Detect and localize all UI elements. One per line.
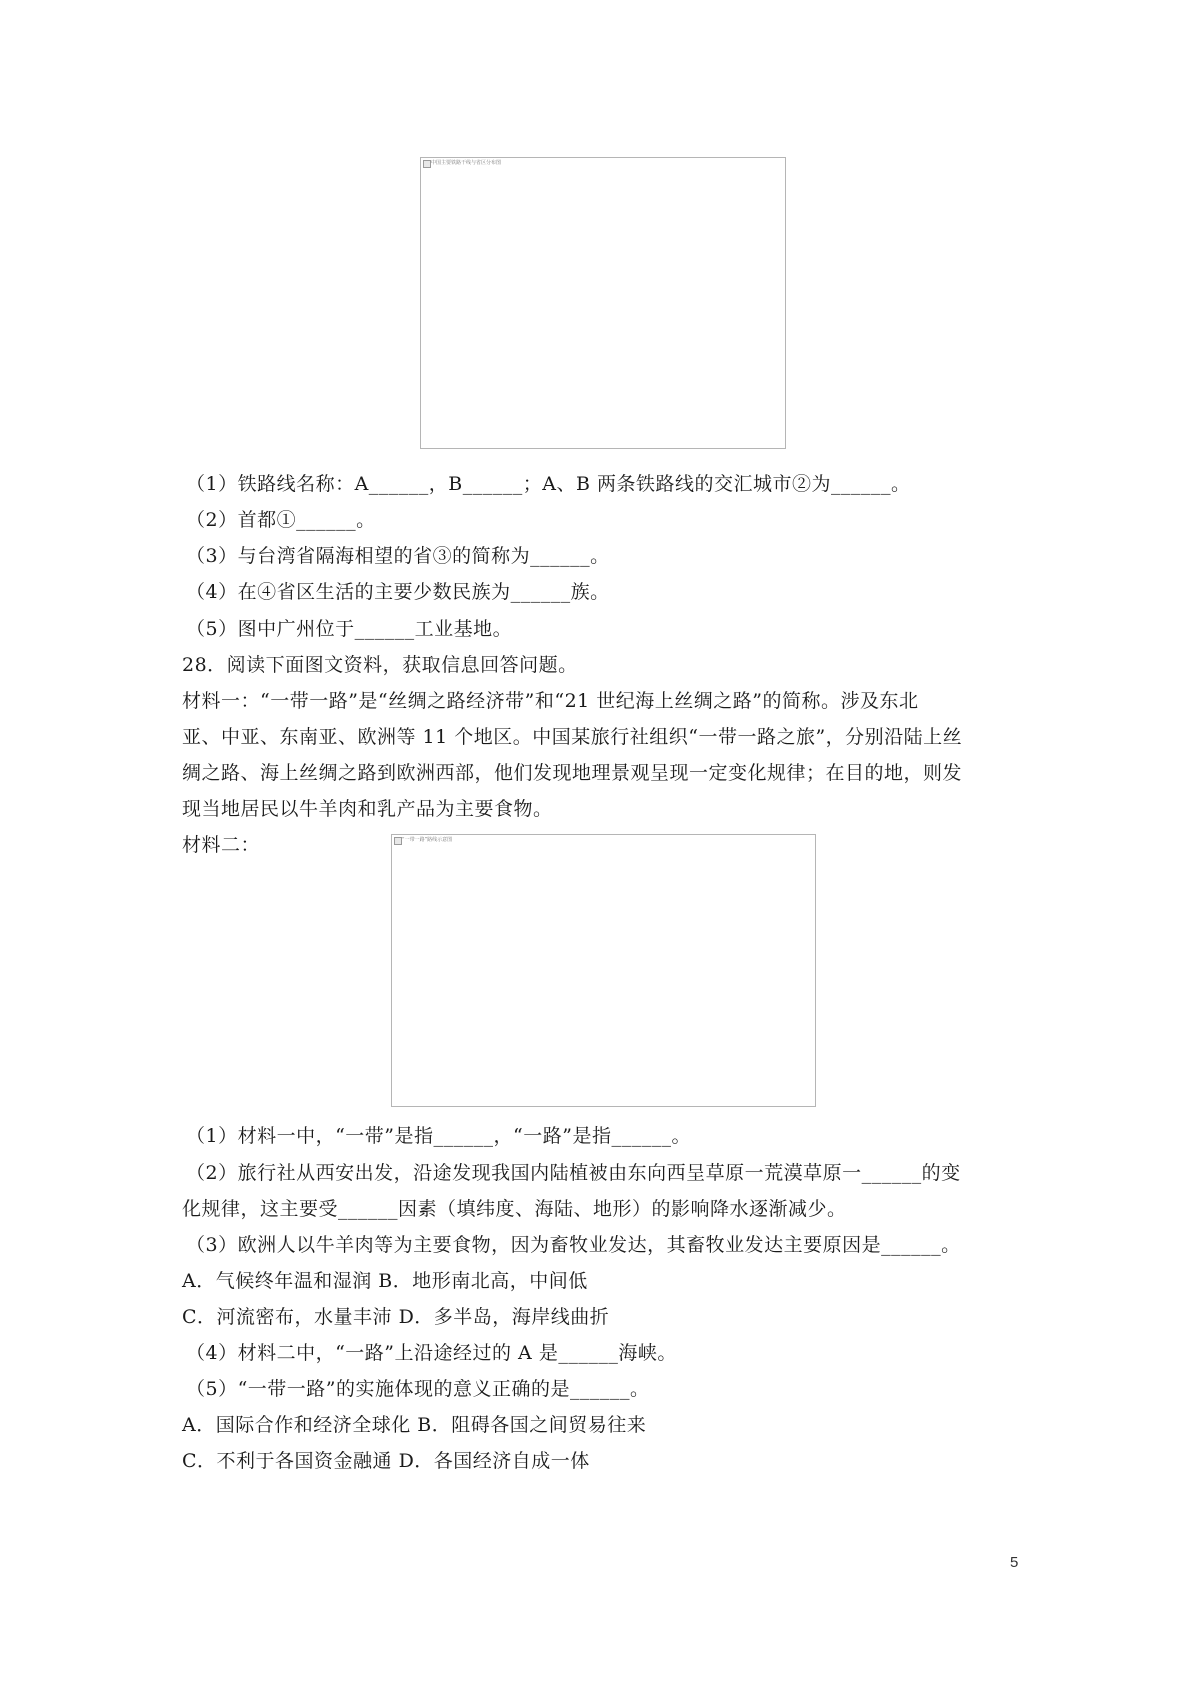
question-28-4: （4）材料二中，“一路”上沿途经过的 A 是______海峡。 — [186, 1342, 677, 1364]
question-28-5-options-ab: A．国际合作和经济全球化 B．阻碍各国之间贸易往来 — [182, 1414, 647, 1436]
image-alt-text: 中国主要铁路干线与省区分布图 — [431, 160, 502, 166]
question-27-3: （3）与台湾省隔海相望的省③的简称为______。 — [186, 545, 610, 567]
page-number: 5 — [1010, 1554, 1019, 1571]
material-1-line-3: 绸之路、海上丝绸之路到欧洲西部，他们发现地理景观呈现一定变化规律；在目的地，则发 — [182, 762, 963, 784]
material-2-label: 材料二： — [182, 834, 261, 856]
question-28-2-line-2: 化规律，这主要受______因素（填纬度、海陆、地形）的影响降水逐渐减少。 — [182, 1198, 847, 1220]
question-28-heading: 28．阅读下面图文资料，获取信息回答问题。 — [182, 654, 578, 676]
question-27-2: （2）首都①______。 — [186, 509, 376, 531]
material-1-line-1: 材料一：“一带一路”是“丝绸之路经济带”和“21 世纪海上丝绸之路”的简称。涉及东北 — [182, 690, 919, 712]
broken-image-icon — [423, 160, 431, 168]
question-28-5: （5）“一带一路”的实施体现的意义正确的是______。 — [186, 1378, 650, 1400]
material-1-line-2: 亚、中亚、东南亚、欧洲等 11 个地区。中国某旅行社组织“一带一路之旅”，分别沿陆上丝 — [182, 726, 963, 748]
question-28-5-options-cd: C．不利于各国资金融通 D．各国经济自成一体 — [182, 1450, 590, 1472]
image-alt-text: “一带一路”路线示意图 — [402, 837, 453, 843]
material-1-line-4: 现当地居民以牛羊肉和乳产品为主要食物。 — [182, 798, 553, 820]
question-28-1: （1）材料一中，“一带”是指______，“一路”是指______。 — [186, 1125, 691, 1147]
question-28-3: （3）欧洲人以牛羊肉等为主要食物，因为畜牧业发达，其畜牧业发达主要原因是______。 — [186, 1234, 961, 1256]
question-28-3-options-cd: C．河流密布，水量丰沛 D．多半岛，海岸线曲折 — [182, 1306, 610, 1328]
question-27-4: （4）在④省区生活的主要少数民族为______族。 — [186, 581, 610, 603]
question-28-2-line-1: （2）旅行社从西安出发，沿途发现我国内陆植被由东向西呈草原一荒漠草原一______的变 — [186, 1162, 961, 1184]
broken-image-icon — [394, 837, 402, 845]
question-28-3-options-ab: A．气候终年温和湿润 B．地形南北高，中间低 — [182, 1270, 588, 1292]
question-27-1: （1）铁路线名称：A______，B______；A、B 两条铁路线的交汇城市②为______。 — [186, 473, 911, 495]
railway-map-image — [420, 157, 786, 449]
belt-road-map-image — [391, 834, 816, 1107]
question-27-5: （5）图中广州位于______工业基地。 — [186, 618, 513, 640]
